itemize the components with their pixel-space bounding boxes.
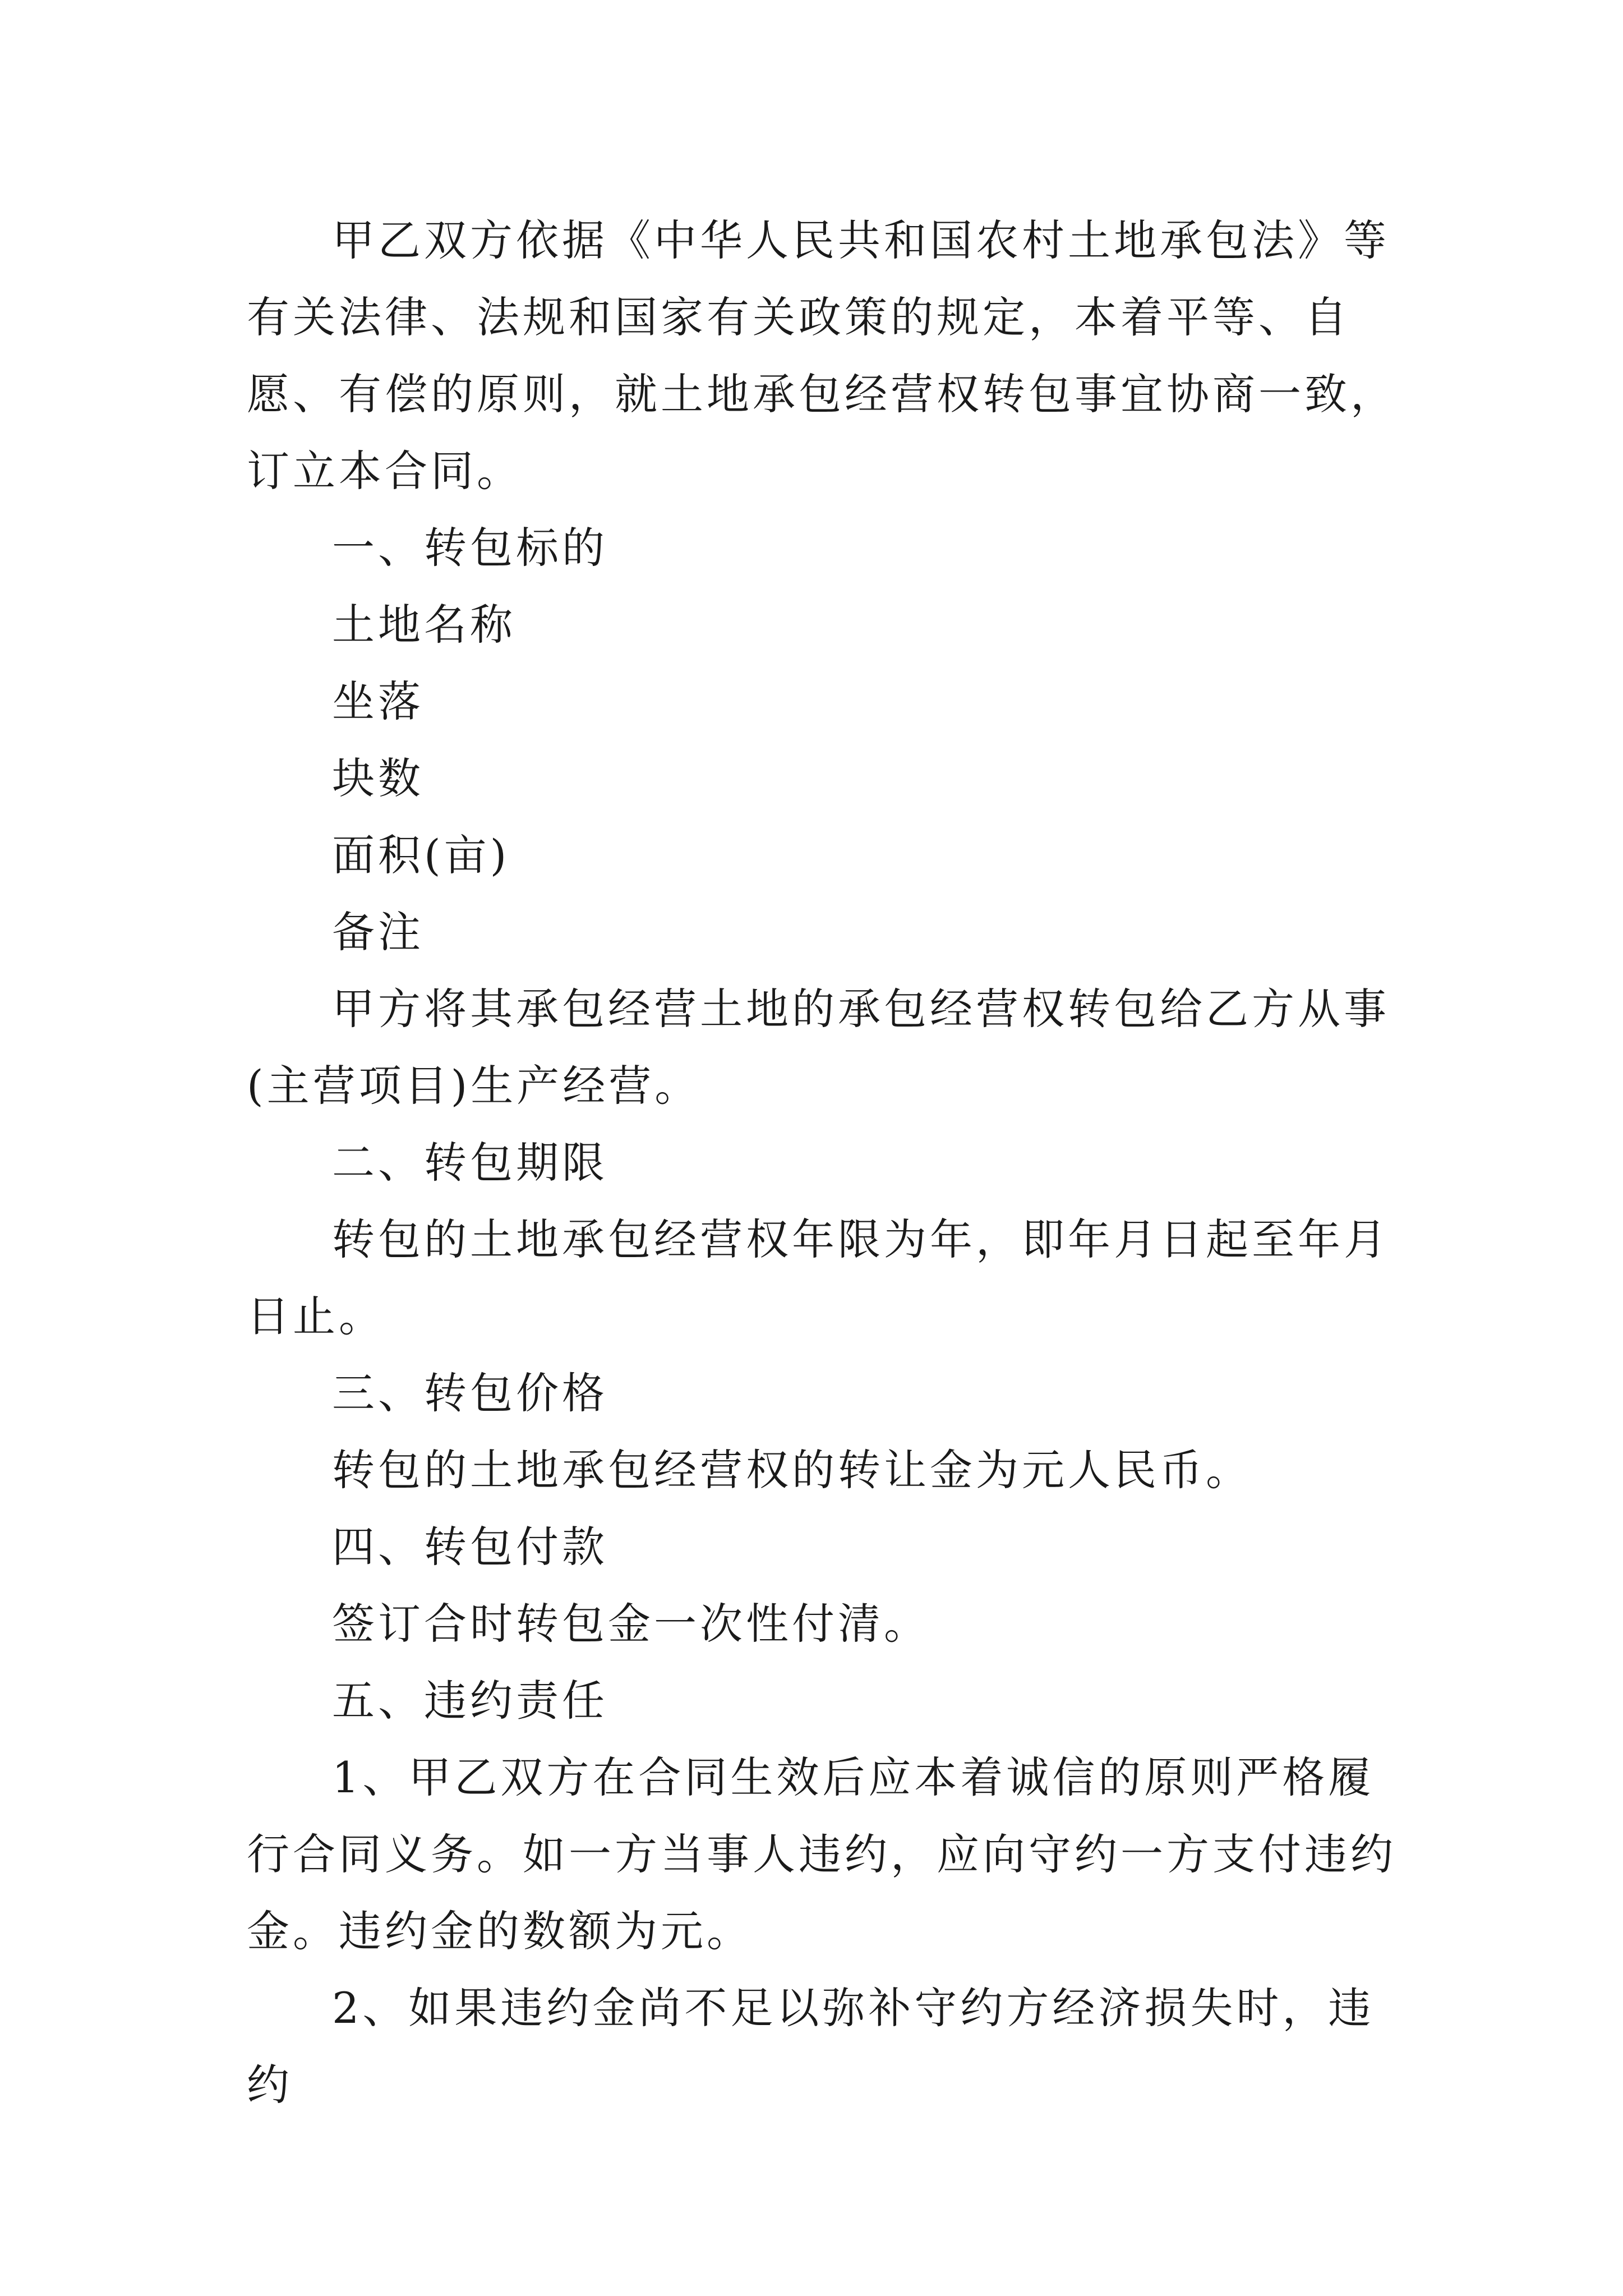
field-land-name: 土地名称 <box>332 600 516 650</box>
field-remarks: 备注 <box>332 907 424 957</box>
field-location: 坐落 <box>332 677 424 726</box>
paragraph-price: 转包的土地承包经营权的转让金为元人民币。 <box>332 1445 1252 1495</box>
document-body <box>247 202 1408 2123</box>
paragraph-term: 转包的土地承包经营权年限为年，即年月日起至年月日止。 <box>247 1214 1390 1341</box>
paragraph-payment: 签订合时转包金一次性付清。 <box>332 1599 930 1649</box>
section-heading-3: 三、转包价格 <box>332 1368 608 1418</box>
field-area: 面积(亩) <box>332 830 510 880</box>
paragraph-transfer-purpose: 甲方将其承包经营土地的承包经营权转包给乙方从事(主营项目)生产经营。 <box>247 984 1390 1111</box>
section-heading-4: 四、转包付款 <box>332 1522 608 1572</box>
paragraph-intro: 甲乙双方依据《中华人民共和国农村土地承包法》等有关法律、法规和国家有关政策的规定，本着平等、自愿、有偿的原则，就土地承包经营权转包事宜协商一致，订立本合同。 <box>247 215 1396 496</box>
paragraph-breach-2: 2、如果违约金尚不足以弥补守约方经济损失时，违约 <box>247 1983 1375 2110</box>
section-heading-5: 五、违约责任 <box>332 1676 608 1726</box>
field-plot-count: 块数 <box>332 753 424 803</box>
section-heading-2: 二、转包期限 <box>332 1138 608 1188</box>
paragraph-breach-1: 1、甲乙双方在合同生效后应本着诚信的原则严格履行合同义务。如一方当事人违约，应向守约一方支付违约金。违约金的数额为元。 <box>247 1752 1396 1956</box>
section-heading-1: 一、转包标的 <box>332 523 608 573</box>
